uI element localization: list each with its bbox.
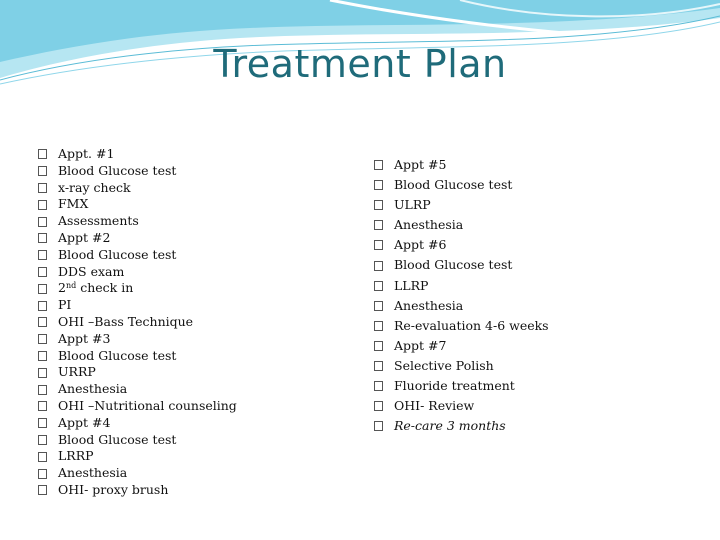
checkbox-bullet-icon — [38, 149, 47, 159]
right-column-list — [374, 155, 549, 436]
list-item-text: ULRP — [394, 197, 431, 213]
checkbox-bullet-icon — [374, 361, 383, 371]
left-column-list — [38, 146, 237, 499]
list-item-text: Blood Glucose test — [58, 246, 177, 262]
list-item-text: Assessments — [58, 213, 139, 229]
list-item — [38, 465, 237, 482]
checkbox-bullet-icon — [38, 452, 47, 462]
list-item — [38, 364, 237, 381]
list-item — [374, 215, 549, 235]
checkbox-bullet-icon — [374, 381, 383, 391]
checkbox-bullet-icon — [374, 301, 383, 311]
checkbox-bullet-icon — [38, 368, 47, 378]
list-item — [38, 247, 237, 264]
list-item — [38, 432, 237, 449]
slide-title: Treatment Plan — [213, 42, 507, 86]
checkbox-bullet-icon — [38, 334, 47, 344]
list-item-text: Fluoride treatment — [394, 378, 515, 394]
checkbox-bullet-icon — [38, 469, 47, 479]
list-item — [374, 155, 549, 175]
list-item-text: PI — [58, 297, 72, 313]
list-item-text: 2 — [58, 280, 66, 296]
checkbox-bullet-icon — [374, 341, 383, 351]
list-item — [374, 336, 549, 356]
list-item-text: Re-care 3 months — [394, 418, 506, 434]
list-item — [374, 396, 549, 416]
checkbox-bullet-icon — [38, 284, 47, 294]
list-item-text: Re-evaluation 4-6 weeks — [394, 317, 549, 333]
list-item-text: Blood Glucose test — [394, 177, 513, 193]
list-item — [38, 482, 237, 499]
list-item-text: Selective Polish — [394, 357, 494, 373]
checkbox-bullet-icon — [374, 281, 383, 291]
list-item — [38, 280, 237, 297]
list-item — [38, 331, 237, 348]
list-item — [38, 264, 237, 281]
list-item — [38, 230, 237, 247]
list-item-text: OHI- Review — [394, 398, 475, 414]
list-item-text: OHI –Nutritional counseling — [58, 397, 237, 413]
list-item — [374, 316, 549, 336]
checkbox-bullet-icon — [38, 435, 47, 445]
list-item-text: OHI –Bass Technique — [58, 313, 194, 329]
list-item-text: Blood Glucose test — [394, 257, 513, 273]
list-item-text: Appt #5 — [394, 157, 447, 172]
list-item — [38, 448, 237, 465]
list-item — [38, 180, 237, 197]
checkbox-bullet-icon — [38, 317, 47, 327]
list-item — [38, 314, 237, 331]
checkbox-bullet-icon — [38, 485, 47, 495]
list-item — [374, 356, 549, 376]
list-item-text: Anesthesia — [394, 297, 464, 313]
list-item-text: x-ray check — [58, 179, 131, 195]
checkbox-bullet-icon — [38, 385, 47, 395]
list-item — [38, 381, 237, 398]
list-item — [374, 296, 549, 316]
list-item — [38, 163, 237, 180]
checkbox-bullet-icon — [374, 180, 383, 190]
checkbox-bullet-icon — [38, 418, 47, 428]
list-item-text: Blood Glucose test — [58, 347, 177, 363]
list-item-text: FMX — [58, 196, 89, 212]
checkbox-bullet-icon — [38, 250, 47, 260]
checkbox-bullet-icon — [374, 200, 383, 210]
list-item-text: Appt. #1 — [58, 146, 115, 161]
list-item — [374, 195, 549, 215]
checkbox-bullet-icon — [374, 421, 383, 431]
list-item-text: OHI- proxy brush — [58, 481, 169, 497]
checkbox-bullet-icon — [374, 261, 383, 271]
checkbox-bullet-icon — [374, 160, 383, 170]
list-item-text: LLRP — [394, 277, 429, 293]
list-item-text: Appt #7 — [394, 337, 447, 353]
ordinal-suffix: nd — [65, 281, 77, 291]
list-item — [38, 213, 237, 230]
checkbox-bullet-icon — [38, 301, 47, 311]
checkbox-bullet-icon — [38, 267, 47, 277]
list-item-text: Appt #6 — [394, 237, 447, 253]
list-item-text-rest: check in — [76, 280, 134, 296]
list-item — [38, 196, 237, 213]
list-item-text: Appt #4 — [58, 414, 111, 430]
list-item — [38, 297, 237, 314]
list-item-text: DDS exam — [58, 263, 125, 279]
checkbox-bullet-icon — [374, 240, 383, 250]
list-item-text: Appt #3 — [58, 330, 111, 346]
checkbox-bullet-icon — [38, 183, 47, 193]
checkbox-bullet-icon — [38, 217, 47, 227]
list-item-text: Anesthesia — [394, 217, 464, 233]
list-item — [38, 398, 237, 415]
checkbox-bullet-icon — [38, 401, 47, 411]
list-item-text: URRP — [58, 364, 96, 380]
list-item — [374, 376, 549, 396]
list-item-text: Blood Glucose test — [58, 431, 177, 447]
checkbox-bullet-icon — [38, 200, 47, 210]
list-item — [374, 175, 549, 195]
list-item-text: Anesthesia — [58, 381, 128, 397]
checkbox-bullet-icon — [374, 220, 383, 230]
checkbox-bullet-icon — [38, 166, 47, 176]
list-item — [374, 276, 549, 296]
checkbox-bullet-icon — [374, 401, 383, 411]
list-item — [38, 415, 237, 432]
checkbox-bullet-icon — [38, 351, 47, 361]
list-item-text: Anesthesia — [58, 465, 128, 481]
checkbox-bullet-icon — [38, 233, 47, 243]
checkbox-bullet-icon — [374, 321, 383, 331]
list-item — [374, 255, 549, 275]
list-item — [38, 146, 237, 163]
list-item — [374, 235, 549, 255]
list-item — [38, 348, 237, 365]
list-item-text: Appt #2 — [58, 229, 111, 245]
list-item-text: LRRP — [58, 448, 94, 464]
list-item-text: Blood Glucose test — [58, 162, 177, 178]
list-item — [374, 416, 549, 436]
